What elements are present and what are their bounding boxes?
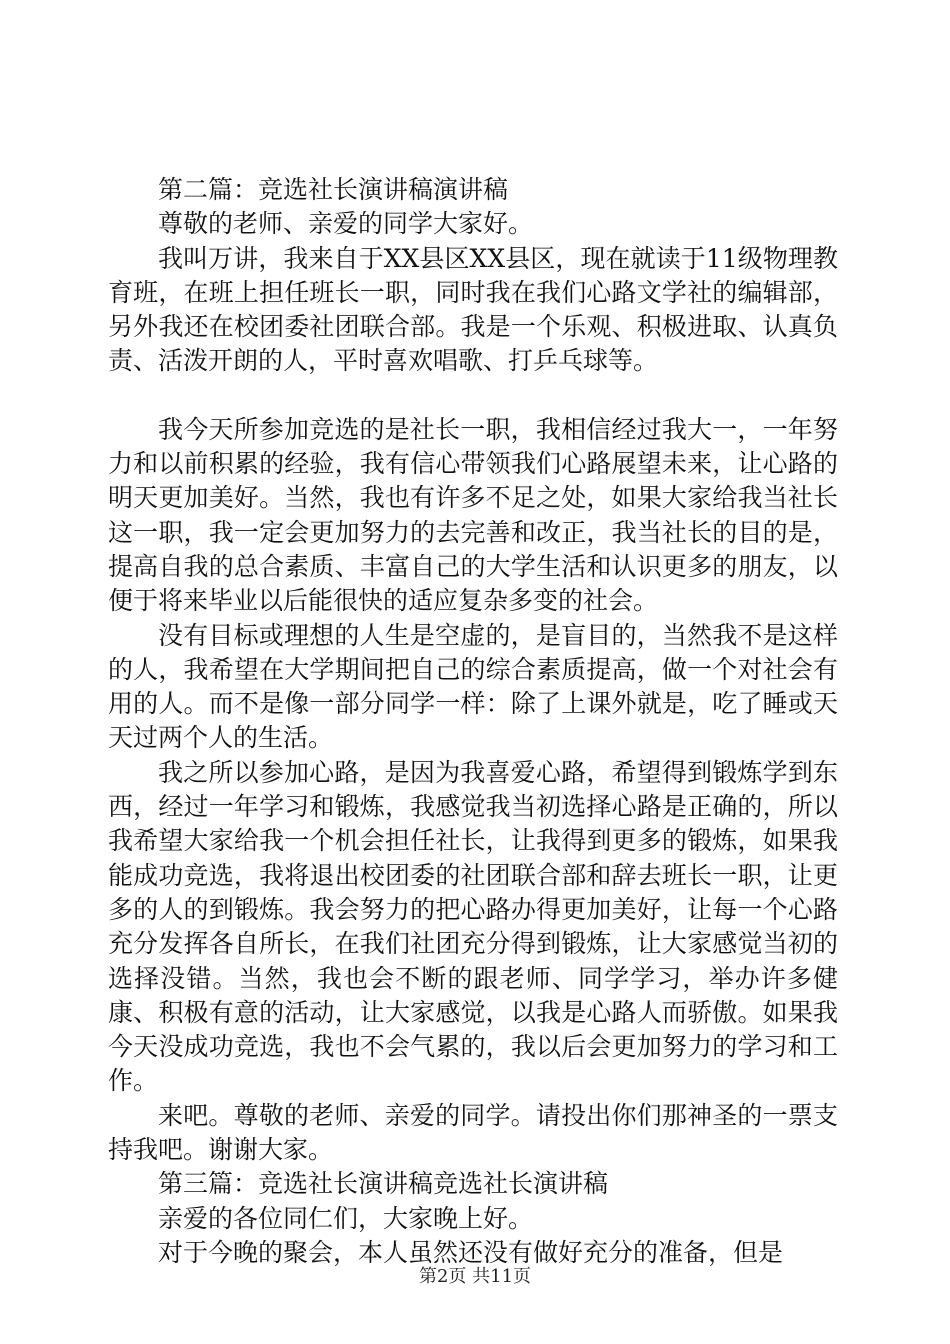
paragraph-opening: 对于今晚的聚会，本人虽然还没有做好充分的准备，但是 xyxy=(158,1237,784,1267)
paragraph-candidacy: 我今天所参加竞选的是社长一职，我相信经过我大一，一年努力和以前积累的经验，我有信心带领我们心路展望未来，让心路的明天更加美好。当然，我也有许多不足之处，如果大家给我当社长这一职，我一定会更加努力的去完善和改正，我当社长的目的是，提高自我的总合素质、丰富自己的大学生活和认识更多的朋友，以便于将来毕业以后能很快的适应复杂多变的社会。 xyxy=(108,414,838,616)
blank-line xyxy=(108,379,838,413)
section-heading-3: 第三篇：竞选社长演讲稿竞选社长演讲稿 xyxy=(158,1169,609,1199)
paragraph-goals: 没有目标或理想的人生是空虚的，是盲目的，当然我不是这样的人，我希望在大学期间把自己的综合素质提高，做一个对社会有用的人。而不是像一部分同学一样：除了上课外就是，吃了睡或天天过两个人的生活。 xyxy=(108,620,838,753)
paragraph-intro: 我叫万讲，我来自于XX县区XX县区，现在就读于11级物理教育班，在班上担任班长一职，同时我在我们心路文学社的编辑部，另外我还在校团委社团联合部。我是一个乐观、积极进取、认真负责、活泼开朗的人，平时喜欢唱歌、打乒乓球等。 xyxy=(108,243,838,376)
section-heading-2: 第二篇：竞选社长演讲稿演讲稿 xyxy=(158,175,509,204)
page-number-footer: 第2页 共11页 xyxy=(418,1266,532,1287)
paragraph-closing: 来吧。尊敬的老师、亲爱的同学。请投出你们那神圣的一票支持我吧。谢谢大家。 xyxy=(108,1100,838,1165)
greeting: 亲爱的各位同仁们，大家晚上好。 xyxy=(158,1203,534,1233)
document-body xyxy=(108,173,838,1270)
paragraph-reasons: 我之所以参加心路，是因为我喜爱心路，希望得到锻炼学到东西，经过一年学习和锻炼，我感觉我当初选择心路是正确的，所以我希望大家给我一个机会担任社长，让我得到更多的锻炼，如果我能成功竞选，我将退出校团委的社团联合部和辞去班长一职，让更多的人的到锻炼。我会努力的把心路办得更加美好，让每一个心路充分发挥各自所长，在我们社团充分得到锻炼，让大家感觉当初的选择没错。当然，我也会不断的跟老师、同学学习，举办许多健康、积极有意的活动，让大家感觉，以我是心路人而骄傲。如果我今天没成功竞选，我也不会气累的，我以后会更加努力的学习和工作。 xyxy=(108,757,838,1096)
salutation: 尊敬的老师、亲爱的同学大家好。 xyxy=(158,209,534,239)
